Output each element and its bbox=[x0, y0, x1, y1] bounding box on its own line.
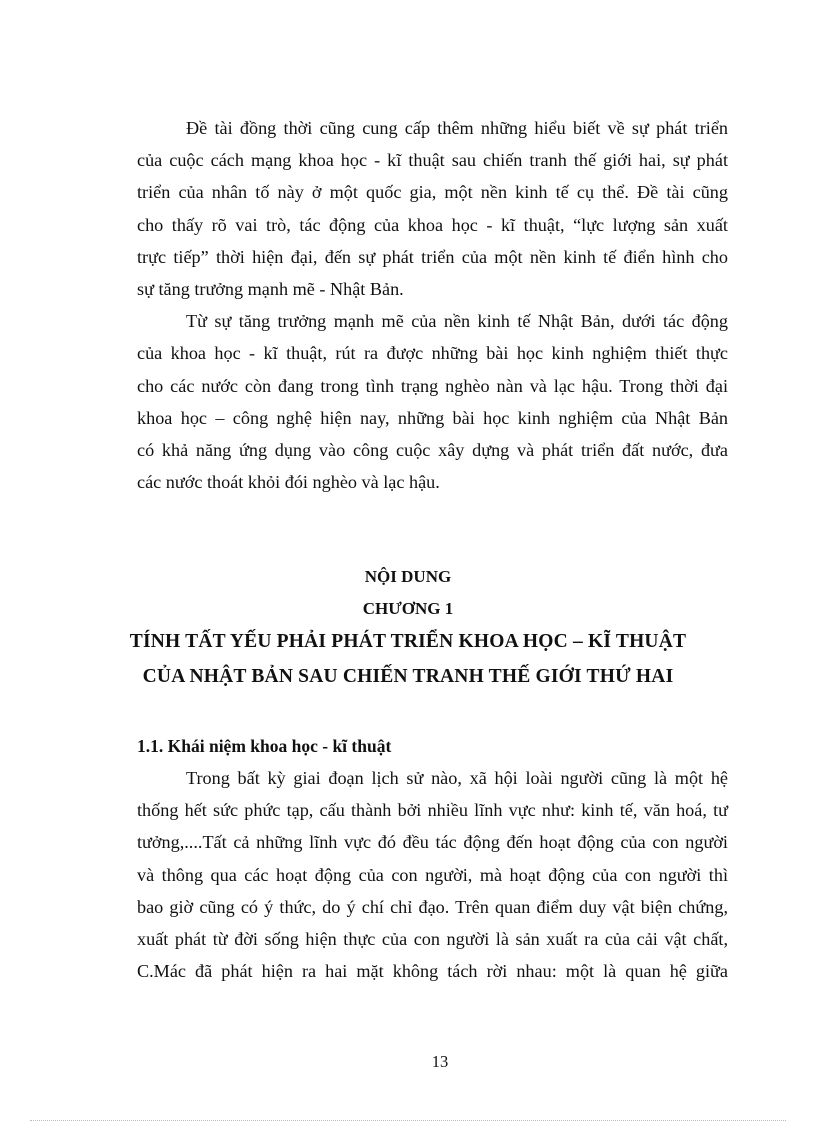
text-line: khoa học – công nghệ hiện nay, những bài học kinh nghiệm của Nhật Bản bbox=[137, 407, 728, 428]
text-line: cho các nước còn đang trong tình trạng nghèo nàn và lạc hậu. Trong thời đại bbox=[137, 375, 728, 396]
intro-paragraph-2 bbox=[137, 305, 728, 498]
text-line: tưởng,....Tất cả những lĩnh vực đó đều tác động đến hoạt động của con người bbox=[137, 832, 728, 853]
chapter-title-line-1: TÍNH TẤT YẾU PHẢI PHÁT TRIỂN KHOA HỌC – KĨ THUẬT bbox=[129, 631, 687, 652]
text-line: Đề tài đồng thời cũng cung cấp thêm những hiểu biết về sự phát triển bbox=[186, 118, 728, 138]
chapter-title-line-2: CỦA NHẬT BẢN SAU CHIẾN TRANH THẾ GIỚI THỨ HAI bbox=[142, 666, 674, 687]
text-line: C.Mác đã phát hiện ra hai mặt không tách rời nhau: một là quan hệ giữa bbox=[137, 961, 728, 982]
section-paragraph bbox=[137, 762, 728, 987]
page-bottom-border bbox=[30, 1120, 786, 1121]
text-line: triển của nhân tố này ở một quốc gia, một nền kinh tế cụ thể. Đề tài cũng bbox=[137, 182, 728, 203]
intro-paragraph-1 bbox=[137, 112, 728, 305]
text-line: bao giờ cũng có ý thức, do ý chí chỉ đạo. Trên quan điểm duy vật biện chứng, bbox=[137, 896, 728, 917]
text-line: Từ sự tăng trưởng mạnh mẽ của nền kinh tế Nhật Bản, dưới tác động bbox=[186, 311, 728, 332]
text-line: và thông qua các hoạt động của con người, mà hoạt động của con người thì bbox=[137, 864, 728, 885]
text-line: trực tiếp” thời hiện đại, đến sự phát triển của một nền kinh tế điển hình cho bbox=[137, 246, 728, 267]
text-line: thống hết sức phức tạp, cấu thành bởi nhiều lĩnh vực như: kinh tế, văn hoá, tư bbox=[137, 800, 728, 821]
text-line: xuất phát từ đời sống hiện thực của con người là sản xuất ra của cải vật chất, bbox=[137, 928, 728, 949]
chapter-heading: CHƯƠNG 1 bbox=[362, 599, 454, 618]
text-line: các nước thoát khỏi đói nghèo và lạc hậu. bbox=[137, 472, 440, 493]
section-title: 1.1. Khái niệm khoa học - kĩ thuật bbox=[137, 736, 392, 756]
page-number: 13 bbox=[431, 1052, 449, 1071]
text-line: của cuộc cách mạng khoa học - kĩ thuật sau chiến tranh thế giới hai, sự phát bbox=[137, 150, 728, 171]
text-line: của khoa học - kĩ thuật, rút ra được những bài học kinh nghiệm thiết thực bbox=[137, 343, 728, 364]
part-heading: NỘI DUNG bbox=[364, 567, 452, 586]
text-line: Trong bất kỳ giai đoạn lịch sử nào, xã hội loài người cũng là một hệ bbox=[186, 768, 728, 788]
section-text bbox=[137, 762, 728, 987]
text-line: cho thấy rõ vai trò, tác động của khoa học - kĩ thuật, “lực lượng sản xuất bbox=[137, 214, 728, 235]
text-line: có khả năng ứng dụng vào công cuộc xây dựng và phát triển đất nước, đưa bbox=[137, 439, 728, 460]
intro-text bbox=[137, 112, 728, 498]
text-line: sự tăng trưởng mạnh mẽ - Nhật Bản. bbox=[137, 278, 404, 299]
